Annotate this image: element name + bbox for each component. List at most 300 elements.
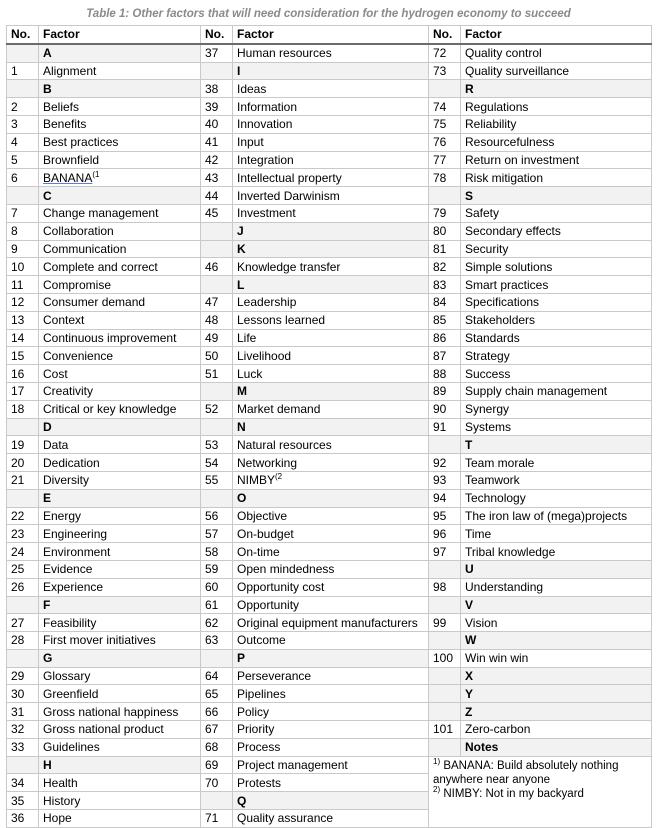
notes-cell xyxy=(429,756,652,827)
factor-label: Secondary effects xyxy=(465,224,561,239)
factor-label: Feasibility xyxy=(43,615,97,630)
letter-label: J xyxy=(237,224,244,239)
factor-label: Return on investment xyxy=(465,152,580,167)
row-number xyxy=(429,187,461,205)
factor-cell xyxy=(461,151,652,169)
factor-label: Collaboration xyxy=(43,224,114,239)
row-number: 14 xyxy=(7,329,39,347)
factor-cell xyxy=(39,721,201,739)
table-row xyxy=(7,418,652,436)
factor-label: Critical or key knowledge xyxy=(43,402,177,417)
row-number: 56 xyxy=(201,507,233,525)
letter-label: H xyxy=(43,758,52,773)
row-number: 90 xyxy=(429,400,461,418)
letter-label: B xyxy=(43,81,52,96)
footnote-marker: (1 xyxy=(92,169,100,179)
factor-label: BANANA xyxy=(43,170,93,185)
letter-heading xyxy=(461,632,652,650)
factor-label: Livelihood xyxy=(237,348,292,363)
factor-cell xyxy=(233,632,429,650)
row-number: 100 xyxy=(429,649,461,667)
factor-label: Pipelines xyxy=(237,686,286,701)
factor-label: Glossary xyxy=(43,669,91,684)
letter-label: D xyxy=(43,419,52,434)
factor-cell xyxy=(233,543,429,561)
factor-label: Investment xyxy=(237,206,296,221)
factor-label: Vision xyxy=(465,615,498,630)
row-number xyxy=(429,596,461,614)
row-number: 85 xyxy=(429,311,461,329)
factor-label: On-time xyxy=(237,544,280,559)
letter-heading xyxy=(233,792,429,810)
factor-label: Compromise xyxy=(43,277,112,292)
row-number: 60 xyxy=(201,578,233,596)
factor-label: Process xyxy=(237,740,281,755)
header-factor: Factor xyxy=(461,26,652,44)
letter-label: K xyxy=(237,241,246,256)
factor-label: On-budget xyxy=(237,526,294,541)
letter-heading xyxy=(461,187,652,205)
factor-label: Team morale xyxy=(465,455,535,470)
factor-cell xyxy=(233,810,429,828)
row-number: 91 xyxy=(429,418,461,436)
table-row xyxy=(7,222,652,240)
factor-cell xyxy=(233,667,429,685)
factor-label: Continuous improvement xyxy=(43,330,177,345)
letter-label: P xyxy=(237,651,246,666)
row-number: 67 xyxy=(201,721,233,739)
letter-heading xyxy=(39,649,201,667)
letter-label: Q xyxy=(237,793,247,808)
row-number: 74 xyxy=(429,98,461,116)
note-text: BANANA: Build absolutely nothing anywhere near anyone xyxy=(433,759,619,786)
row-number: 2 xyxy=(7,98,39,116)
factor-label: Regulations xyxy=(465,99,529,114)
factor-cell xyxy=(461,329,652,347)
factor-label: Security xyxy=(465,241,509,256)
factor-label: Open mindedness xyxy=(237,562,335,577)
row-number: 16 xyxy=(7,365,39,383)
row-number: 70 xyxy=(201,774,233,792)
header-no: No. xyxy=(201,26,233,44)
factor-cell xyxy=(461,133,652,151)
row-number: 98 xyxy=(429,578,461,596)
factor-label: Success xyxy=(465,366,511,381)
letter-label: Y xyxy=(465,686,474,701)
table-row xyxy=(7,98,652,116)
factor-label: NIMBY xyxy=(237,473,276,488)
row-number: 7 xyxy=(7,204,39,222)
factor-label: Networking xyxy=(237,455,298,470)
letter-label: V xyxy=(465,597,474,612)
factor-cell xyxy=(233,578,429,596)
row-number: 61 xyxy=(201,596,233,614)
table-row xyxy=(7,685,652,703)
row-number xyxy=(429,560,461,578)
factor-label: Natural resources xyxy=(237,437,332,452)
letter-label: O xyxy=(237,491,247,506)
factor-label: Leadership xyxy=(237,295,297,310)
row-number: 96 xyxy=(429,525,461,543)
row-number: 76 xyxy=(429,133,461,151)
row-number: 79 xyxy=(429,204,461,222)
factor-cell xyxy=(233,454,429,472)
factor-label: Priority xyxy=(237,722,275,737)
header-no: No. xyxy=(7,26,39,44)
factor-cell xyxy=(39,400,201,418)
row-number xyxy=(7,756,39,774)
factor-label: Evidence xyxy=(43,562,93,577)
row-number xyxy=(201,649,233,667)
row-number: 65 xyxy=(201,685,233,703)
factor-label: Information xyxy=(237,99,298,114)
factor-cell xyxy=(233,507,429,525)
row-number: 101 xyxy=(429,721,461,739)
letter-label: Z xyxy=(465,704,473,719)
row-number: 99 xyxy=(429,614,461,632)
factor-cell xyxy=(461,44,652,62)
factor-label: Opportunity cost xyxy=(237,580,325,595)
factor-label: Smart practices xyxy=(465,277,549,292)
row-number: 84 xyxy=(429,293,461,311)
row-number: 72 xyxy=(429,44,461,62)
table-row xyxy=(7,543,652,561)
letter-heading xyxy=(461,560,652,578)
letter-heading xyxy=(461,685,652,703)
factor-cell xyxy=(39,311,201,329)
factor-cell xyxy=(461,400,652,418)
factor-label: Health xyxy=(43,775,78,790)
table-row xyxy=(7,578,652,596)
factor-label: Systems xyxy=(465,419,512,434)
factor-label: Quality assurance xyxy=(237,811,334,826)
letter-label: F xyxy=(43,597,51,612)
factor-cell xyxy=(461,240,652,258)
table-row xyxy=(7,187,652,205)
factor-label: Market demand xyxy=(237,402,321,417)
row-number xyxy=(7,596,39,614)
letter-heading xyxy=(233,240,429,258)
factor-cell xyxy=(461,578,652,596)
letter-heading xyxy=(461,596,652,614)
factor-cell xyxy=(39,436,201,454)
table-row xyxy=(7,80,652,98)
row-number: 39 xyxy=(201,98,233,116)
row-number: 57 xyxy=(201,525,233,543)
row-number xyxy=(429,667,461,685)
factor-label: Communication xyxy=(43,241,127,256)
row-number: 44 xyxy=(201,187,233,205)
factor-cell xyxy=(39,810,201,828)
factor-label: Gross national product xyxy=(43,722,164,737)
letter-label: N xyxy=(237,419,246,434)
factor-label: Convenience xyxy=(43,348,114,363)
factor-label: Policy xyxy=(237,704,270,719)
row-number: 24 xyxy=(7,543,39,561)
factor-cell xyxy=(39,329,201,347)
factor-label: Diversity xyxy=(43,473,90,488)
factor-label: Risk mitigation xyxy=(465,170,544,185)
row-number: 69 xyxy=(201,756,233,774)
row-number: 12 xyxy=(7,293,39,311)
table-row xyxy=(7,133,652,151)
row-number: 3 xyxy=(7,115,39,133)
table-row xyxy=(7,382,652,400)
factor-label: Greenfield xyxy=(43,686,99,701)
row-number: 51 xyxy=(201,365,233,383)
factor-cell xyxy=(233,738,429,756)
row-number: 45 xyxy=(201,204,233,222)
table-row xyxy=(7,400,652,418)
row-number: 20 xyxy=(7,454,39,472)
factor-label: Protests xyxy=(237,775,282,790)
row-number xyxy=(429,703,461,721)
row-number xyxy=(7,489,39,507)
factor-label: Brownfield xyxy=(43,152,100,167)
factor-cell xyxy=(39,62,201,80)
row-number: 38 xyxy=(201,80,233,98)
letter-heading xyxy=(233,649,429,667)
row-number xyxy=(429,80,461,98)
row-number: 6 xyxy=(7,169,39,187)
factor-label: Consumer demand xyxy=(43,295,146,310)
factor-cell xyxy=(233,436,429,454)
factor-cell xyxy=(233,293,429,311)
row-number: 92 xyxy=(429,454,461,472)
row-number: 31 xyxy=(7,703,39,721)
row-number: 75 xyxy=(429,115,461,133)
letter-heading xyxy=(39,80,201,98)
row-number: 68 xyxy=(201,738,233,756)
table-row xyxy=(7,632,652,650)
factor-label: Beliefs xyxy=(43,99,80,114)
row-number: 28 xyxy=(7,632,39,650)
factors-table xyxy=(6,25,652,828)
table-row xyxy=(7,169,652,187)
letter-label: G xyxy=(43,651,53,666)
factor-cell xyxy=(461,454,652,472)
header-factor: Factor xyxy=(39,26,201,44)
row-number: 8 xyxy=(7,222,39,240)
factor-cell xyxy=(461,471,652,489)
table-row xyxy=(7,721,652,739)
factor-cell xyxy=(461,418,652,436)
factor-label: Objective xyxy=(237,508,288,523)
factor-label: Quality surveillance xyxy=(465,63,570,78)
factor-cell xyxy=(233,685,429,703)
table-row xyxy=(7,276,652,294)
factor-cell xyxy=(461,258,652,276)
factor-cell xyxy=(39,115,201,133)
row-number: 64 xyxy=(201,667,233,685)
row-number: 15 xyxy=(7,347,39,365)
factor-label: Dedication xyxy=(43,455,100,470)
row-number: 77 xyxy=(429,151,461,169)
letter-label: Notes xyxy=(465,740,499,755)
factor-label: Quality control xyxy=(465,46,542,61)
letter-label: E xyxy=(43,491,52,506)
factor-cell xyxy=(39,240,201,258)
factor-label: Life xyxy=(237,330,257,345)
row-number: 82 xyxy=(429,258,461,276)
row-number: 54 xyxy=(201,454,233,472)
table-row xyxy=(7,204,652,222)
letter-heading xyxy=(39,187,201,205)
factor-cell xyxy=(461,543,652,561)
factor-cell xyxy=(39,365,201,383)
letter-label: I xyxy=(237,63,241,78)
factor-label: Complete and correct xyxy=(43,259,158,274)
factor-cell xyxy=(39,614,201,632)
factor-label: Specifications xyxy=(465,295,540,310)
factor-label: Teamwork xyxy=(465,473,520,488)
factor-label: Knowledge transfer xyxy=(237,259,341,274)
table-row xyxy=(7,329,652,347)
factor-cell xyxy=(233,329,429,347)
row-number: 29 xyxy=(7,667,39,685)
row-number: 11 xyxy=(7,276,39,294)
letter-heading xyxy=(461,738,652,756)
footnote-marker: (2 xyxy=(275,472,283,482)
letter-label: U xyxy=(465,562,474,577)
row-number: 66 xyxy=(201,703,233,721)
row-number: 33 xyxy=(7,738,39,756)
factor-label: Resourcefulness xyxy=(465,135,555,150)
factor-cell xyxy=(233,44,429,62)
factor-cell xyxy=(461,62,652,80)
factor-label: Tribal knowledge xyxy=(465,544,556,559)
factor-cell xyxy=(233,525,429,543)
row-number: 22 xyxy=(7,507,39,525)
factor-cell xyxy=(39,454,201,472)
factor-cell xyxy=(233,721,429,739)
row-number: 23 xyxy=(7,525,39,543)
table-row xyxy=(7,311,652,329)
factor-cell xyxy=(233,365,429,383)
factor-cell xyxy=(233,471,429,489)
note-marker: 2) xyxy=(433,784,441,794)
factor-cell xyxy=(39,293,201,311)
table-row xyxy=(7,507,652,525)
row-number: 55 xyxy=(201,471,233,489)
letter-heading xyxy=(233,489,429,507)
note-line xyxy=(433,784,647,801)
row-number: 86 xyxy=(429,329,461,347)
row-number: 87 xyxy=(429,347,461,365)
row-number: 19 xyxy=(7,436,39,454)
factor-label: Synergy xyxy=(465,402,510,417)
row-number: 62 xyxy=(201,614,233,632)
table-row xyxy=(7,62,652,80)
letter-heading xyxy=(39,418,201,436)
factor-label: Safety xyxy=(465,206,500,221)
row-number: 10 xyxy=(7,258,39,276)
table-row xyxy=(7,293,652,311)
letter-label: A xyxy=(43,46,52,61)
row-number: 34 xyxy=(7,774,39,792)
factor-label: Environment xyxy=(43,544,111,559)
factor-cell xyxy=(461,169,652,187)
note-marker: 1) xyxy=(433,756,441,766)
factor-cell xyxy=(461,649,652,667)
factor-label: Engineering xyxy=(43,526,108,541)
factor-cell xyxy=(39,560,201,578)
factor-label: Technology xyxy=(465,491,526,506)
letter-label: C xyxy=(43,188,52,203)
table-row xyxy=(7,151,652,169)
factor-cell xyxy=(39,792,201,810)
factor-cell xyxy=(233,560,429,578)
row-number: 78 xyxy=(429,169,461,187)
factor-cell xyxy=(233,115,429,133)
row-number: 46 xyxy=(201,258,233,276)
factor-cell xyxy=(39,738,201,756)
row-number: 59 xyxy=(201,560,233,578)
factor-label: Human resources xyxy=(237,46,332,61)
factor-cell xyxy=(233,774,429,792)
row-number: 21 xyxy=(7,471,39,489)
table-row xyxy=(7,756,652,774)
factor-label: Zero-carbon xyxy=(465,722,531,737)
row-number xyxy=(201,240,233,258)
row-number xyxy=(7,80,39,98)
row-number: 95 xyxy=(429,507,461,525)
letter-heading xyxy=(233,418,429,436)
row-number: 35 xyxy=(7,792,39,810)
letter-heading xyxy=(461,80,652,98)
factor-label: Opportunity xyxy=(237,597,300,612)
factor-cell xyxy=(39,667,201,685)
table-row xyxy=(7,454,652,472)
factor-label: Guidelines xyxy=(43,740,100,755)
letter-label: X xyxy=(465,669,474,684)
factor-label: Inverted Darwinism xyxy=(237,188,340,203)
factor-cell xyxy=(39,276,201,294)
row-number: 88 xyxy=(429,365,461,383)
row-number: 93 xyxy=(429,471,461,489)
factor-cell xyxy=(233,258,429,276)
row-number: 18 xyxy=(7,400,39,418)
letter-heading xyxy=(39,489,201,507)
factor-label: Standards xyxy=(465,330,520,345)
factor-label: Project management xyxy=(237,758,348,773)
factor-cell xyxy=(233,756,429,774)
row-number: 94 xyxy=(429,489,461,507)
row-number: 5 xyxy=(7,151,39,169)
factor-cell xyxy=(233,596,429,614)
factor-label: The iron law of (mega)projects xyxy=(465,508,628,523)
factor-label: Integration xyxy=(237,152,294,167)
table-row xyxy=(7,614,652,632)
row-number: 50 xyxy=(201,347,233,365)
row-number xyxy=(7,649,39,667)
factor-cell xyxy=(39,169,201,187)
factor-cell xyxy=(233,80,429,98)
factor-cell xyxy=(461,347,652,365)
row-number: 25 xyxy=(7,560,39,578)
factor-cell xyxy=(39,471,201,489)
note-line xyxy=(433,756,647,787)
letter-label: M xyxy=(237,384,247,399)
table-row xyxy=(7,703,652,721)
table-row xyxy=(7,649,652,667)
factor-cell xyxy=(39,222,201,240)
row-number xyxy=(201,382,233,400)
factor-cell xyxy=(233,347,429,365)
factor-cell xyxy=(39,204,201,222)
factor-cell xyxy=(39,258,201,276)
table-row xyxy=(7,365,652,383)
